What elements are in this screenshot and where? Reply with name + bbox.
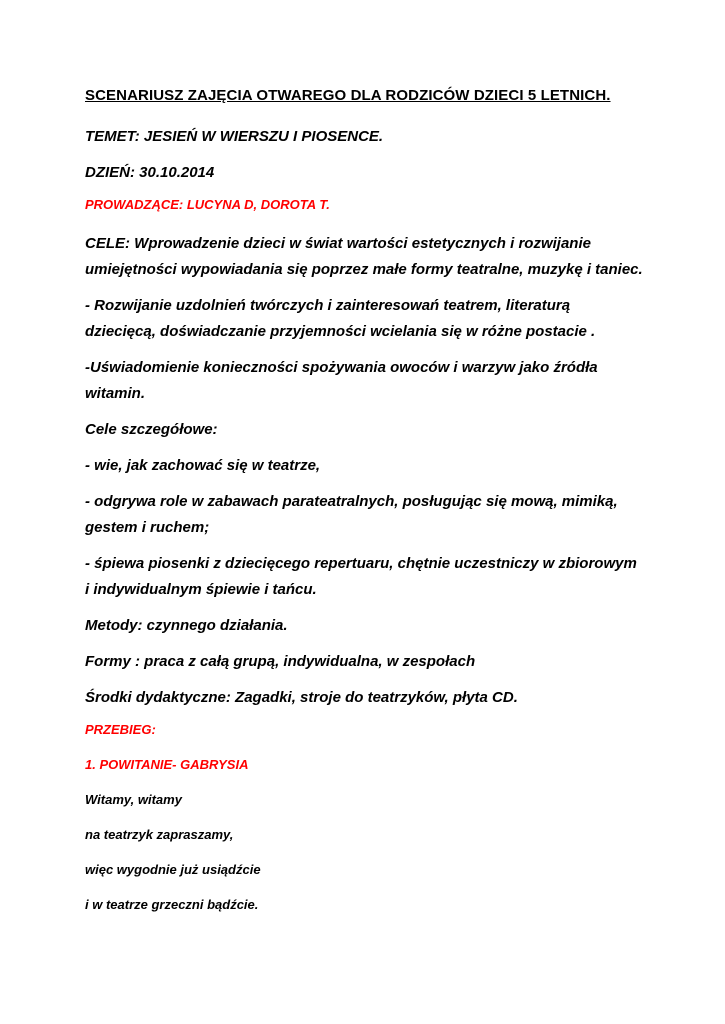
paragraph-detail-2: - odgrywa role w zabawach parateatralnych, posługując się mową, mimiką, gestem i ruchem;: [85, 493, 618, 536]
paragraph-poem-line-4: i w teatrze grzeczni bądźcie.: [85, 897, 259, 912]
paragraph-course-heading: PRZEBIEG:: [85, 722, 156, 737]
paragraph-forms: Formy : praca z całą grupą, indywidualna, w zespołach: [85, 653, 476, 670]
paragraph-goal-vitamins: -Uświadomienie konieczności spożywania owoców i warzyw jako źródła witamin.: [85, 359, 598, 402]
paragraph-poem-line-1: Witamy, witamy: [85, 792, 182, 807]
document-title: SCENARIUSZ ZAJĘCIA OTWAREGO DLA RODZICÓW DZIECI 5 LETNICH.: [85, 87, 611, 104]
paragraph-step-1-heading: 1. POWITANIE- GABRYSIA: [85, 757, 249, 772]
paragraph-goal-theatre: - Rozwijanie uzdolnień twórczych i zainteresowań teatrem, literaturą dziecięcą, doświadczanie przyjemności wcielania się w różne postacie .: [85, 297, 596, 340]
paragraph-methods: Metody: czynnego działania.: [85, 617, 288, 634]
paragraph-detail-3: - śpiewa piosenki z dziecięcego repertuaru, chętnie uczestniczy w zbiorowym i indywidualnym śpiewie i tańcu.: [85, 555, 637, 598]
paragraph-poem-line-2: na teatrzyk zapraszamy,: [85, 827, 234, 842]
paragraph-detailed-goals-heading: Cele szczegółowe:: [85, 421, 218, 438]
paragraph-materials: Środki dydaktyczne: Zagadki, stroje do teatrzyków, płyta CD.: [85, 689, 518, 706]
paragraph-date: DZIEŃ: 30.10.2014: [85, 164, 215, 181]
paragraph-subject: TEMET: JESIEŃ W WIERSZU I PIOSENCE.: [85, 128, 384, 145]
paragraph-poem-line-3: więc wygodnie już usiądźcie: [85, 862, 261, 877]
paragraph-detail-1: - wie, jak zachować się w teatrze,: [85, 457, 321, 474]
paragraph-leaders: PROWADZĄCE: LUCYNA D, DOROTA T.: [85, 197, 330, 212]
paragraph-goals: CELE: Wprowadzenie dzieci w świat wartości estetycznych i rozwijanie umiejętności wypowiadania się poprzez małe formy teatralne, muzykę i taniec.: [85, 235, 643, 278]
